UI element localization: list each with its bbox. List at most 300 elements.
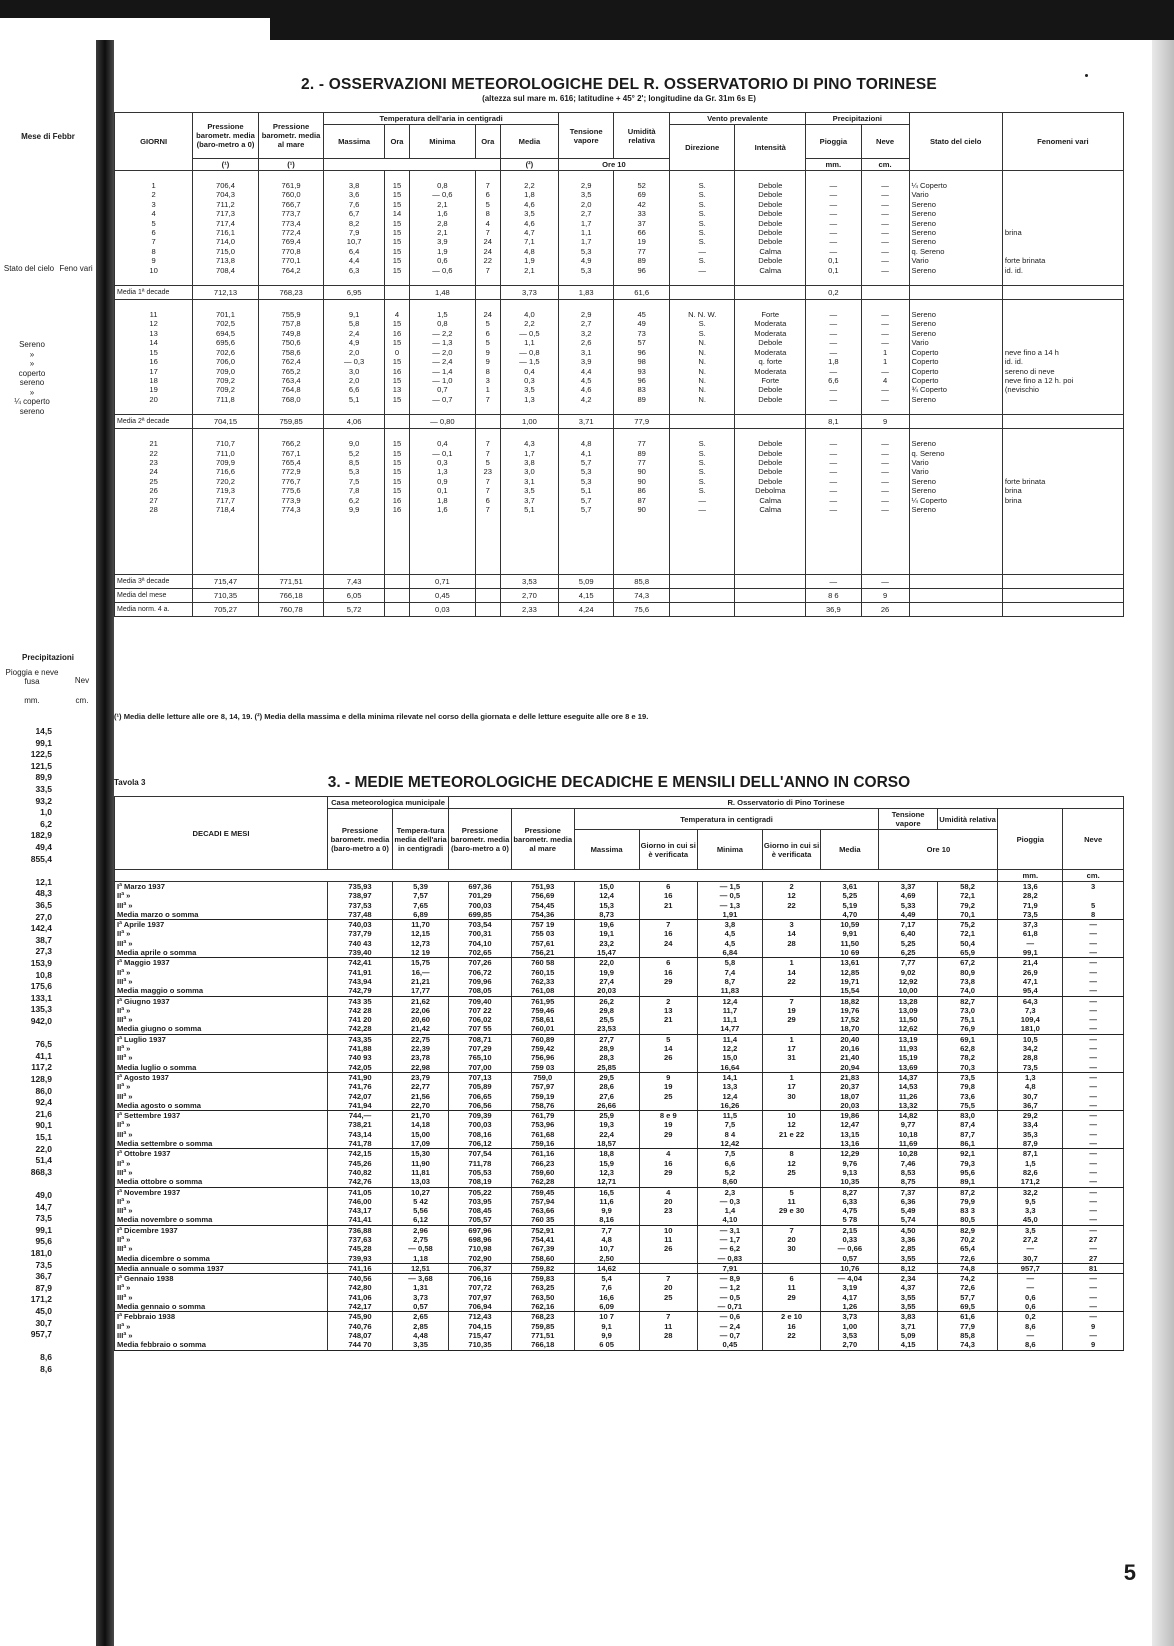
cell-stato: Sereno [909,329,1002,338]
cell3-giorno-min: 21 e 22 [762,1130,820,1139]
cell-neve: — [861,319,909,328]
cell3-cm-press: 745,90 [328,1312,393,1322]
cell3-cm-temp: 7,65 [393,901,449,910]
cell-tensione: 4,8 [558,439,613,448]
cell-massima: 3,0 [324,367,385,376]
decade-row [115,891,1124,900]
obs-row [115,385,1124,394]
cell3-giorno-min [762,1024,820,1034]
cell3-cm-temp: 21,42 [393,1024,449,1034]
cell-press-media: 711,8 [193,395,259,404]
decade-row [115,1053,1124,1062]
cell3-minima: 11,7 [697,1006,762,1015]
sum-press-media: 710,35 [193,589,259,603]
cell-press-media: 709,0 [193,367,259,376]
cell3-giorno-max: 7 [639,1274,697,1284]
cell3-cm-press: 741,78 [328,1139,393,1149]
cell3-press-media: 707 22 [449,1006,512,1015]
cell3-massima: 16,6 [574,1293,639,1302]
spacer-cell [500,171,558,182]
cell3-press-mare: 756,21 [511,948,574,958]
cell-ora-min: 5 [475,338,500,347]
cell-direzione: S. [669,228,735,237]
spacer-cell [410,524,476,534]
cell3-giorno-max: 2 [639,996,697,1006]
cell3-tensione: 9,77 [879,1120,937,1129]
cell-massima: 5,1 [324,395,385,404]
cell-ora-min: 6 [475,329,500,338]
spacer-cell [324,404,385,415]
spacer-cell [324,554,385,564]
decade-row [115,1225,1124,1235]
spacer-cell [410,404,476,415]
cell-minima: 0,8 [410,319,476,328]
cell3-cm-press: 739,93 [328,1254,393,1264]
cell-direzione: S. [669,467,735,476]
spacer-cell [806,300,861,311]
cell-neve: — [861,237,909,246]
spacer-cell [861,544,909,554]
decade-row [115,1149,1124,1159]
sum-ora-min [475,286,500,300]
spacer-cell [614,275,669,286]
cell3-giorno-min: 17 [762,1044,820,1053]
spacer-cell [500,554,558,564]
cell3-pioggia: 30,7 [998,1092,1063,1101]
left-precip-value: 86,0 [35,1085,52,1096]
spacer-cell [735,275,806,286]
left-precip-value: 73,5 [35,1213,52,1224]
h3-pioggia: Pioggia [998,809,1063,870]
cell3-pioggia: — [998,1274,1063,1284]
left-precip-value: 142,4 [30,923,52,934]
cell-press-media: 717,4 [193,219,259,228]
cell3-cm-press: 740,76 [328,1322,393,1331]
cell3-massima: 28,9 [574,1044,639,1053]
cell-fenomeni: id. id. [1002,266,1123,275]
cell3-umidita: 75,2 [937,920,998,930]
cell3-tensione: 4,50 [879,1225,937,1235]
decade-row [115,1130,1124,1139]
cell-neve: 4 [861,376,909,385]
cell3-pioggia: 0,6 [998,1302,1063,1312]
cell3-massima: 7,7 [574,1225,639,1235]
decade-row [115,977,1124,986]
cell-giorno: 19 [115,385,193,394]
cell3-neve: — [1063,1024,1124,1034]
cell3-neve: — [1063,1015,1124,1024]
left-precip-value: 12,1 [35,876,52,887]
spacer-cell [861,171,909,182]
left-precip-value: 45,0 [35,1306,52,1316]
left-precip-value: 153,9 [30,958,52,968]
cell3-cm-press: 742 28 [328,1006,393,1015]
cell-giorno: 23 [115,458,193,467]
cell3-pioggia: 64,3 [998,996,1063,1006]
cell-direzione: S. [669,439,735,448]
cell3-cm-temp: 17,09 [393,1139,449,1149]
cell3-press-media: 706,56 [449,1101,512,1111]
cell3-neve [1063,891,1124,900]
cell-giorno: 2 [115,190,193,199]
spacer-cell [861,514,909,524]
cell-massima: 4,9 [324,338,385,347]
cell3-press-mare: 767,39 [511,1244,574,1253]
cell3-giorno-min: 17 [762,1082,820,1091]
cell-neve: — [861,181,909,190]
cell-stato: Sereno [909,228,1002,237]
cell-ora-min: 7 [475,486,500,495]
cell-giorno: 21 [115,439,193,448]
cell3-press-mare: 757,94 [511,1197,574,1206]
sum-minima: 0,45 [410,589,476,603]
sum-massima: 4,06 [324,415,385,429]
cell3-giorno-min: 1 [762,958,820,968]
cell-ora-min: 22 [475,256,500,265]
cell-ora-max: 15 [384,477,409,486]
cell3-pioggia: 4,8 [998,1082,1063,1091]
cell-press-mare: 772,9 [258,467,324,476]
left-stato-entry: coperto [18,368,46,378]
spacer-cell [258,534,324,544]
spacer-cell [735,300,806,311]
sum-ora-min [475,575,500,589]
cell-massima: 7,5 [324,477,385,486]
cell-ora-max: 14 [384,209,409,218]
sum-minima: 0,03 [410,603,476,617]
spacer-cell [558,404,613,415]
obs-row [115,496,1124,505]
decade-row [115,1024,1124,1034]
cell-direzione: S. [669,486,735,495]
cell-fenomeni [1002,338,1123,347]
cell-minima: 0,3 [410,458,476,467]
spacer-cell [324,564,385,575]
cell3-press-mare: 757 19 [511,920,574,930]
cell-umidita: 90 [614,505,669,514]
cell-ora-max: 15 [384,486,409,495]
cell-minima: 0,9 [410,477,476,486]
sum-intensita [735,415,806,429]
cell-fenomeni [1002,319,1123,328]
cell3-minima: — 6,2 [697,1244,762,1253]
cell3-decade: IIª » [115,891,328,900]
cell-media: 4,7 [500,228,558,237]
cell3-umidita: 79,3 [937,1159,998,1168]
cell3-cm-press: 742,79 [328,986,393,996]
h3-temp: Temperatura in centigradi [574,809,879,830]
h3-cm: cm. [1063,870,1124,882]
left-stato-entry: » [29,387,35,397]
obs-row [115,219,1124,228]
left-precip-value: 36,7 [35,1271,52,1282]
cell3-giorno-max [639,1063,697,1073]
cell-giorno: 20 [115,395,193,404]
cell3-giorno-min [762,1101,820,1111]
cell3-tensione: 3,55 [879,1254,937,1264]
cell-minima: 0,1 [410,486,476,495]
cell-ora-max: 15 [384,357,409,366]
left-precip-value: 99,1 [35,1224,52,1235]
cell3-umidita: 82,7 [937,996,998,1006]
spacer-cell [1002,275,1123,286]
sum-media: 2,33 [500,603,558,617]
cell-media: 1,1 [500,338,558,347]
cell3-giorno-min: 1 [762,1034,820,1044]
cell-media: 1,7 [500,449,558,458]
decade-row [115,1274,1124,1284]
cell-ora-max: 15 [384,338,409,347]
cell-intensita: Calma [735,247,806,256]
cell-neve: — [861,266,909,275]
cell-giorno: 13 [115,329,193,338]
left-precip-value: 99,1 [35,737,52,748]
cell-neve: — [861,310,909,319]
left-precip-value: 855,4 [30,853,52,864]
cell-minima: 1,8 [410,496,476,505]
cell3-decade: Iª Marzo 1937 [115,882,328,892]
cell-minima: 0,6 [410,256,476,265]
cell3-cm-temp: 21,56 [393,1092,449,1101]
cell-press-mare: 758,6 [258,348,324,357]
cell3-giorno-min: 25 [762,1168,820,1177]
cell-stato: Vario [909,190,1002,199]
left-precip-value: 90,1 [35,1120,52,1131]
cell3-neve: — [1063,1092,1124,1101]
left-precip-value: 38,7 [35,934,52,945]
sum-stato [909,589,1002,603]
cell-pioggia: — [806,237,861,246]
cell3-tensione: 4,15 [879,1340,937,1350]
cell3-neve: — [1063,1274,1124,1284]
cell-intensita: Debole [735,458,806,467]
cell3-tensione: 6,36 [879,1197,937,1206]
spacer-cell [410,300,476,311]
obs-row [115,181,1124,190]
left-precip-value: 8,6 [40,1364,52,1374]
cell3-cm-press: 742,41 [328,958,393,968]
cell3-massima: 29,5 [574,1072,639,1082]
cell3-giorno-min: 8 [762,1149,820,1159]
cell3-press-media: 706,12 [449,1139,512,1149]
cell-direzione: — [669,496,735,505]
cell3-massima: 28,3 [574,1053,639,1062]
cell-umidita: 77 [614,439,669,448]
cell3-massima: 7,6 [574,1283,639,1292]
cell3-umidita: 79,2 [937,901,998,910]
cell3-cm-press: 742,80 [328,1283,393,1292]
cell3-press-media: 700,03 [449,1120,512,1129]
cell-stato: Coperto [909,376,1002,385]
cell-stato: Vario [909,458,1002,467]
spacer-cell [1002,404,1123,415]
cell3-pioggia: 73,5 [998,1063,1063,1073]
cell3-press-mare: 762,33 [511,977,574,986]
cell-press-media: 711,0 [193,449,259,458]
cell3-press-mare: 761,08 [511,986,574,996]
cell-giorno: 10 [115,266,193,275]
cell-fenomeni [1002,439,1123,448]
cell-giorno: 22 [115,449,193,458]
spacer-cell [193,564,259,575]
cell3-minima: 8 4 [697,1130,762,1139]
cell-press-media: 709,2 [193,376,259,385]
h3-umidita: Umidità relativa [937,809,998,830]
cell3-neve: — [1063,1082,1124,1091]
cell3-minima: 7,5 [697,1149,762,1159]
cell3-tensione: 4,37 [879,1283,937,1292]
cell3-giorno-max [639,1263,697,1273]
cell3-tensione: 12,92 [879,977,937,986]
sum-ora-min [475,603,500,617]
cell-giorno: 24 [115,467,193,476]
spacer-cell [324,514,385,524]
cell3-minima: 14,77 [697,1024,762,1034]
spacer-cell [115,300,193,311]
spacer-cell [861,404,909,415]
spacer-cell [669,429,735,440]
cell3-tensione: 13,32 [879,1101,937,1111]
cell3-tensione: 14,82 [879,1111,937,1121]
cell-direzione: S. [669,181,735,190]
section-2-title: 2. - OSSERVAZIONI METEOROLOGICHE DEL R. OSSERVATORIO DI PINO TORINESE [301,76,937,93]
cell-ora-max: 13 [384,385,409,394]
cell-umidita: 19 [614,237,669,246]
cell3-umidita: 50,4 [937,939,998,948]
cell-media: 5,1 [500,505,558,514]
cell-intensita: Debole [735,338,806,347]
cell-direzione: S. [669,477,735,486]
spacer-cell [324,544,385,554]
cell3-cm-press: 746,00 [328,1197,393,1206]
cell3-cm-temp: 2,85 [393,1322,449,1331]
cell-press-mare: 770,1 [258,256,324,265]
cell3-cm-press: 741,94 [328,1101,393,1111]
left-precip-value: 33,5 [35,784,52,794]
cell3-media: 3,53 [821,1331,879,1340]
cell3-massima: 12,3 [574,1168,639,1177]
cell-giorno: 28 [115,505,193,514]
spacer-row [115,534,1124,544]
book-gutter [96,40,114,1646]
decade-row [115,1302,1124,1312]
cell3-media: 0,57 [821,1254,879,1264]
cell3-cm-press: 744 70 [328,1340,393,1350]
cell-direzione: — [669,247,735,256]
spacer-cell [861,564,909,575]
cell-massima: 7,6 [324,200,385,209]
cell-tensione: 4,9 [558,256,613,265]
cell-tensione: 1,7 [558,219,613,228]
cell-pioggia: — [806,477,861,486]
cell-minima: 2,1 [410,200,476,209]
cell-pioggia: — [806,319,861,328]
cell-media: 3,8 [500,458,558,467]
spacer-cell [614,524,669,534]
left-stato-entry: ¼ coperto [14,397,50,406]
cell-massima: 6,6 [324,385,385,394]
cell3-press-mare: 757,97 [511,1082,574,1091]
cell-stato: Sereno [909,486,1002,495]
cell-umidita: 77 [614,247,669,256]
h-direzione: Direzione [669,125,735,171]
cell3-press-mare: 752,91 [511,1225,574,1235]
section-2-subtitle: (altezza sul mare m. 616; latitudine + 45° 2'; longitudine da Gr. 31m 6s E) [482,94,756,103]
left-precip-value: 73,5 [35,1259,52,1270]
cell-ora-min: 6 [475,496,500,505]
spacer-cell [324,275,385,286]
left-precip-value: 942,0 [30,1016,52,1026]
cell-ora-max: 15 [384,439,409,448]
cell-stato: Sereno [909,477,1002,486]
cell-tensione: 3,2 [558,329,613,338]
cell3-giorno-min [762,1340,820,1350]
cell3-press-mare: 753,96 [511,1120,574,1129]
cell-press-media: 709,9 [193,458,259,467]
cell3-minima: 8,7 [697,977,762,986]
cell3-giorno-min: 22 [762,1331,820,1340]
cell3-pioggia: 35,3 [998,1130,1063,1139]
cell3-cm-press: 740,82 [328,1168,393,1177]
cell3-pioggia: 10,5 [998,1034,1063,1044]
spacer-cell [410,554,476,564]
cell3-minima: — 0,6 [697,1312,762,1322]
cell3-press-media: 705,53 [449,1168,512,1177]
cell-press-mare: 766,7 [258,200,324,209]
cell3-giorno-min: 14 [762,968,820,977]
cell3-massima: 15,47 [574,948,639,958]
cell-direzione: S. [669,319,735,328]
cell3-giorno-min: 10 [762,1111,820,1121]
cell-pioggia: — [806,200,861,209]
spacer-cell [384,564,409,575]
cell-press-media: 702,5 [193,319,259,328]
spacer-cell [861,429,909,440]
spacer-cell [1002,514,1123,524]
spacer-row [115,300,1124,311]
cell3-media: 21,83 [821,1072,879,1082]
decade-row [115,986,1124,996]
cell3-minima: 14,1 [697,1072,762,1082]
cell3-cm-press: 743,14 [328,1130,393,1139]
cell3-minima: 12,4 [697,996,762,1006]
cell3-cm-temp: 12,15 [393,929,449,938]
cell3-press-media: 708,71 [449,1034,512,1044]
cell3-press-media: 705,57 [449,1215,512,1225]
cell3-tensione: 9,02 [879,968,937,977]
sum-massima: 6,95 [324,286,385,300]
cell3-giorno-min [762,986,820,996]
cell-pioggia: — [806,467,861,476]
cell-intensita: Debole [735,449,806,458]
cell3-press-media: 709,40 [449,996,512,1006]
spacer-cell [614,171,669,182]
cell3-massima: 20,03 [574,986,639,996]
cell3-massima: 16,5 [574,1187,639,1197]
cell3-pioggia: 28,8 [998,1053,1063,1062]
cell3-press-mare: 762,16 [511,1302,574,1312]
cell3-media: 20,16 [821,1044,879,1053]
spacer-cell [669,171,735,182]
obs-row [115,338,1124,347]
cell3-minima: — 2,4 [697,1322,762,1331]
cell3-neve: — [1063,958,1124,968]
cell3-media: 4,70 [821,910,879,920]
cell3-media: 9,76 [821,1159,879,1168]
h-intensita: Intensità [735,125,806,171]
cell3-giorno-min: 20 [762,1235,820,1244]
cell3-umidita: 80,5 [937,1215,998,1225]
